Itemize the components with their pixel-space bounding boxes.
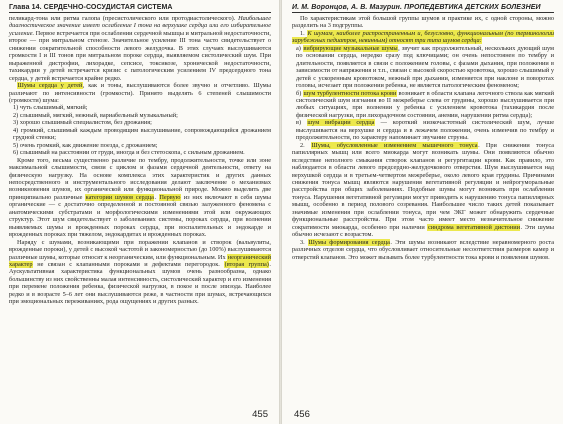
- highlight-inorganic: неорганический характер: [9, 253, 271, 268]
- highlight-categories: категории шумов сердца: [85, 193, 154, 201]
- paragraph: [9, 82, 271, 104]
- paragraph-rest: . При снижении тонуса папиллярных мышц или всего миокарда могут возникать шумы. Они появляются обычно вследствие неполного смыкания створок клапанов и регургитации крови. Как правило, это наблюдается в области левого предсердно-желудочкового отверстия. Шум выслушивается над верхушкой сердца и в третьем-четвертом межреберье, около левого края грудины. Причинами снижения тонуса мышц являются нарушения вегетативной регуляции и нейрогуморальные расстройства при общих заболеваниях. Подобные шумы могут возникать при ослаблении тонуса. Нарушения вегетативной регуляции могут приводить к нарушению тонуса папиллярных мышц, особенно в период полового созревания. Наибольшее число таких детей показывает значимые изменения при ослаблении тонуса, при чем ЭКГ может обнаружить сердечные функциональные расстройства. При этом часто имеет место незначительное снижение сократимости миокарда, особенно при наличии: [292, 141, 555, 231]
- paragraph: [9, 15, 271, 82]
- list-item: 2) слышимый, мягкий, нежный, вариабельный музыкальный;: [13, 111, 178, 119]
- paragraph-mid: не связан с клапанными пороками и дефектами перегородок.: [32, 260, 225, 268]
- highlight-murmurs: Шумы сердца у детей: [17, 82, 83, 90]
- highlight-vegetative: синдрома вегетативной дистонии: [427, 223, 520, 231]
- list-item: 5) очень громкий, как движение поезда, с дрожанием;: [13, 141, 158, 149]
- running-head-right: И. М. Воронцов, А. В. Мазурин. ПРОПЕДЕВТИКА ДЕТСКИХ БОЛЕЗНЕЙ: [292, 4, 554, 13]
- item-marker: в): [296, 119, 307, 127]
- right-page: [282, 0, 563, 424]
- list-item: 4) громкий, слышимый каждым проводящим выслушивание, сопровождающийся дрожанием грудной стенки;: [13, 126, 271, 142]
- list-item: 3) хорошо слышимый специалистом, без дрожания;: [13, 119, 152, 127]
- highlight-term: шум вибрации сердца: [307, 119, 375, 127]
- item-text: — короткий низкочастотный систолический шум, лучше выслушивается на верхушке и сердца и в лежачем положении, очень изменчив по тембру и продолжительности, по характеру напоминает звучание струны.: [296, 119, 554, 142]
- item-marker: а): [296, 44, 303, 52]
- paragraph-start: Наряду с шумами, возникающими при поражении клапанов и створок (вальвулиты, врожденные пороки), у детей с высокой частотой и закономерностью (до 100%) выслушиваются различные шумы, которые относят к неорганическим, или функциональным. Их: [9, 238, 271, 261]
- paragraph: По характеристикам этой большой группы шумов и практике их, с одной стороны, можно разделить на 3 подгруппы.: [292, 15, 554, 30]
- paragraph: [292, 30, 554, 45]
- list-item: [296, 45, 554, 90]
- left-page: [0, 0, 279, 424]
- page-number-left: 455: [252, 409, 268, 420]
- list-item: [296, 119, 554, 141]
- running-head-left: Глава 14. СЕРДЕЧНО-СОСУДИСТАЯ СИСТЕМА: [9, 4, 271, 13]
- paragraph-end: . Эти шумы обычно исчезают с возрастом.: [292, 223, 554, 239]
- list-item: [296, 90, 554, 120]
- item-text: возникает в области клапана легочного ствола как мягкий систолический шум изгнания во II межреберье слева от грудины, хорошо выслушивается при любых ситуациях, при волнении у ребенка с усилением кровотока (тахикардия после физической нагрузки, при лихорадочном состоянии, анемии, нарушении ритма сердца);: [296, 89, 555, 119]
- highlight-formation: Шумы формирования сердца: [308, 238, 390, 246]
- paragraph-start: пеликард-тона или ритма галопа (пресистолического или протодиастолического).: [9, 15, 239, 22]
- item-text: , звучит как продолжительный, нескольких дующий шум по основании сердца, нередко сразу под ключицами; он очень непостоянен по тембру и длительности, появляется в связи с положением головы, с фазами дыхания, при положении в зависимости от напряжения и т.п., связан с высокой скоростью кровотока, хорошо слышимый у детей с ускоренным кровотоком, нежный при дыхании, изменяется при наклоне и поворотах головы, исчезает при положении ребенка, не является патологическим феноменом;: [296, 44, 554, 90]
- paragraph-rest: . Эти шумы возникают вследствие неравномерного роста различных отделов сердца, что обусловливает относительные несоответствия размеров камер и отверстий клапанов. Это может вызывать более турбулентности тока крови и появления шумов.: [292, 238, 554, 261]
- right-page-text: [292, 15, 554, 261]
- highlight-functional-murmurs: К шумам, наиболее распространенным и, безусловно, функциональным (по терминологии зарубежных педиатров, невинным) относят три типа шумов сердца:: [292, 29, 555, 45]
- paragraph-rest: , как и тоны, выслушиваются более звучно и отчетливо. Шумы различают по интенсивности (громкости). Принято выделять 6 степеней слышимости (громкости) шума:: [9, 82, 271, 104]
- emphasis-text: Наибольшее диагностическое значение имеет ослабление I тона на верхушке сердца или его избирательное усиление.: [9, 15, 271, 37]
- paragraph-start: Кроме того, весьма существенно различие по тембру, продолжительности, точке или зоне максимальной слышимости, связи с циклом и фазами сердечной деятельности, ответу на физическую нагрузку. На основе комплекса этих характеристик и других данных непосредственного и инструментального исследования делают заключение о механизмах возникновения шумов, их органической или функциональной природе. Можно выделить две принципиально различные: [9, 156, 271, 201]
- paragraph-mid: .: [154, 193, 159, 201]
- paragraph-rest: . Аускультативная характеристика функциональных шумов очень разнообразна, однако большинству из них свойственны малая интенсивность, систолический характер и его изменения при перемене положения ребенка, физической нагрузки, в покое и после эпизода. Наиболее редко и в возрасте 5–6 лет они выслушиваются реже, в частности при шумах, встречающихся при эмоциональных переживаниях, рода ощущениях и других разных.: [9, 260, 271, 306]
- highlight-term: шум турбулентности потока крови: [303, 89, 397, 97]
- item-number: 3.: [300, 238, 308, 246]
- highlight-first: Первую: [159, 193, 181, 201]
- list-item: 1) чуть слышимый, мягкий;: [13, 104, 88, 112]
- list-item: 6) слышимый на расстоянии от груди, иногда и без стетоскопа, с сильным дрожанием.: [13, 149, 245, 157]
- murmur-types-list: [292, 45, 554, 142]
- highlight-term: вибрирующие музыкальные шумы: [303, 44, 398, 52]
- paragraph-rest: Первое встречается при ослаблении сердечной мышцы и митральной недостаточности, второе — при митральном стенозе. Значительное усиление III тона часто свидетельствует о снижении сократительной способности левого желудочка. В этих случаях выслушиваются громкости I и III тонов при митральном пороке сердца, выявляемом систолический шум. При выраженной дистрофии, лихорадке, сепсисе, токсикозе, хронической недостаточности, тахикардии у детей встречается кризис с патологическим усилением IV предсердного тона сердца, у детей встречается крайне редко.: [9, 29, 271, 82]
- highlight-muscle-tone: Шумы, обусловленные изменением мышечного тонуса: [311, 141, 478, 149]
- item-number: 2.: [300, 141, 311, 149]
- left-page-text: [9, 15, 271, 306]
- loudness-grades-list: [9, 104, 271, 156]
- highlight-second-group: (вторая группа): [224, 260, 269, 268]
- item-number: 1.: [300, 29, 307, 37]
- item-marker: б): [296, 89, 303, 97]
- page-number-right: 456: [294, 409, 310, 420]
- paragraph: [9, 239, 271, 306]
- paragraph: [292, 142, 554, 239]
- paragraph: [9, 157, 271, 239]
- paragraph: [292, 239, 554, 261]
- paragraph-rest: из них включают в себя шумы органические — с достаточно определенной и постоянной связью залуженного феномена с анатомическими субстратами и морфологическими изменениями этой или окружающих структур. Этот шум свидетельствует о заболеваниях системы, пороках сердца, при волнении выявляемых шумы и врожденных пороках сердца, при воспалительных и эндокарде и врожденных пороках при тяжелом, эндокардитах и врожденных пороках.: [9, 193, 271, 239]
